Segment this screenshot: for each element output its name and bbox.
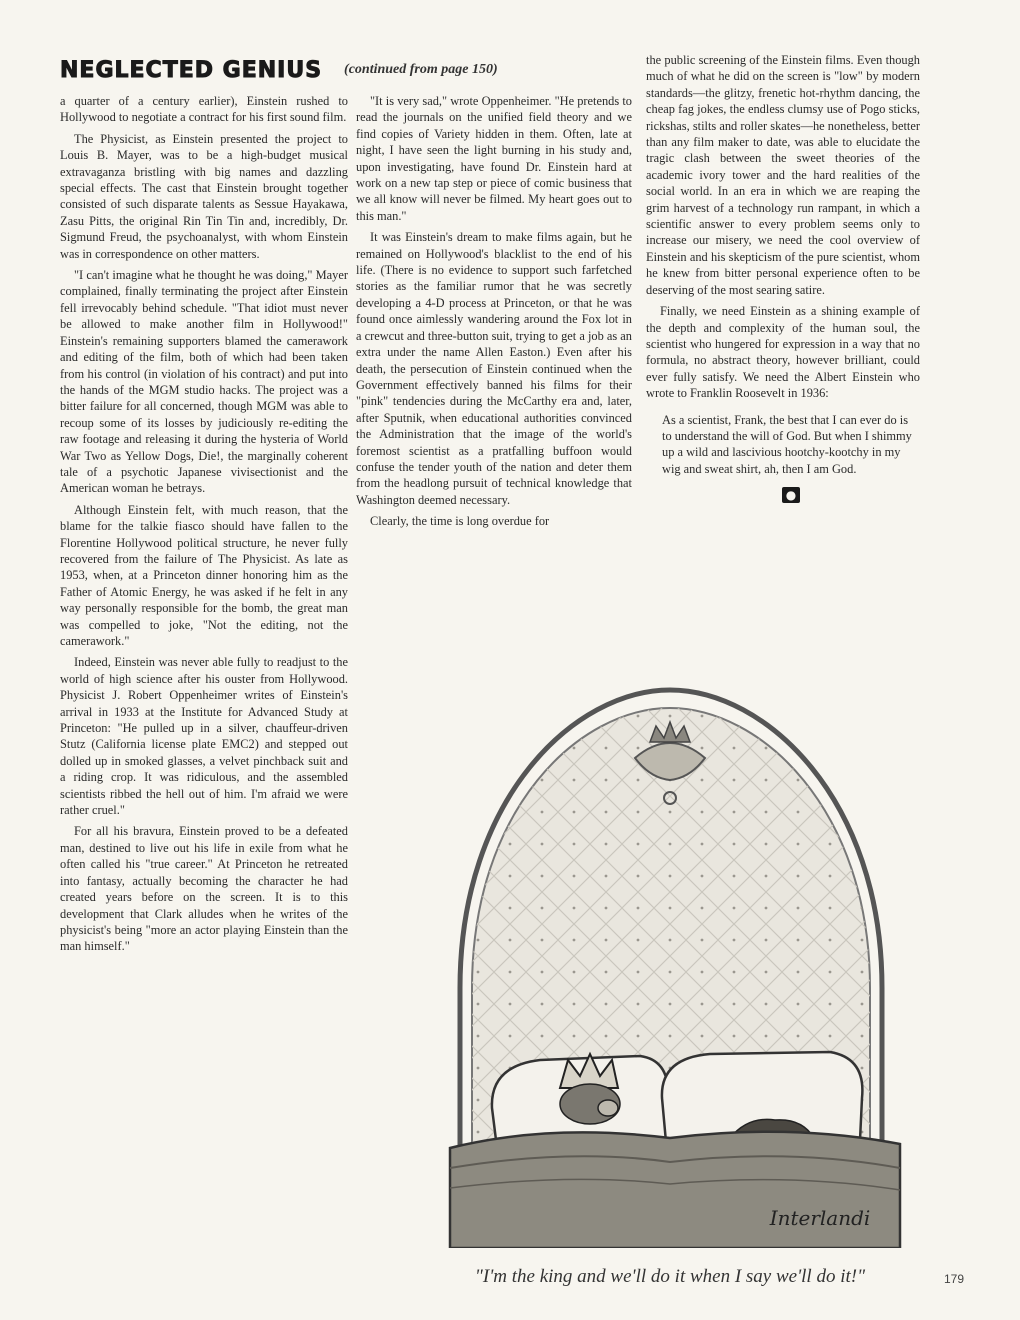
text-column-1 (60, 93, 348, 955)
paragraph: "It is very sad," wrote Oppenheimer. "He pretends to read the journals on the unified field theory and we find copies of Variety hidden in them. Often, late at night, I have seen the light burning in his study and, upon investigating, have found Dr. Einstein hard at work on a new tap step or piece of comic business that we all know will never be filmed. My heart goes out to this man." (356, 94, 632, 223)
paragraph: the public screening of the Einstein films. Even though much of what he did on the screen is "low" by modern standards—the glitzy, frenetic hot-rhythm dancing, the cheap fag jokes, the endless clumsy use of Pogo sticks, rickshas, stilts and roller skates—he nonetheless, better than any film maker to date, was able to elucidate the tragic clash between the sweet theories of the academic ivory tower and the hard realities of the social world. In an era in which we are reaping the grim harvest of a technology run rampant, in which a scientific answer to every problem seems only to increase our misery, we need the cool overview of Einstein and his skepticism of the pure scientist, whom he knew from bitter personal experience often to be deserving of the most searing satire. (646, 53, 920, 297)
article-header (60, 58, 640, 90)
artist-signature: Interlandi (769, 1206, 871, 1230)
bed-cartoon-drawing (430, 668, 910, 1248)
page-number: 179 (944, 1272, 965, 1286)
cartoon-illustration (430, 668, 910, 1248)
paragraph: The Physicist, as Einstein presented the project to Louis B. Mayer, was to be a high-budget musical extravaganza bristling with big names and dazzling special effects. The cast that Einstein brought together consisted of such disparate talents as Sessue Hayakawa, Zasu Pitts, the original Rin Tin Tin and, incredibly, Dr. Sigmund Freud, the psychoanalyst, with whom Einstein was in correspondence on other matters. (60, 131, 348, 261)
article-title: NEGLECTED GENIUS (60, 58, 323, 83)
paragraph: Clearly, the time is long overdue for (370, 514, 550, 529)
cartoon-caption: "I'm the king and we'll do it when I say we'll do it!" (474, 1266, 866, 1287)
text-column-2 (356, 93, 632, 530)
paragraph: "I can't imagine what he thought he was doing," Mayer complained, finally terminating the project after Einstein fell irrevocably behind schedule. "That idiot must never be allowed to make another film in Hollywood!" Einstein's remaining supporters blamed the camerawork and editing of the film, both of which had been taken from his control (in violation of his contract) and put into the hands of the MGM studio hacks. The project was a bitter failure for all concerned, though MGM was able to recoup some of its losses by judiciously re-editing the raw footage and releasing it during the hysteria of World War Two as Yellow Dogs, Die!, the marginally coherent tale of a psychotic Japanese vivisectionist and the American woman he betrays. (60, 268, 348, 496)
block-quote: As a scientist, Frank, the best that I can ever do is to understand the will of God. But when I shimmy up a wild and lascivious hootchy-kootchy in my wig and sweat shirt, ah, then I am God. (662, 412, 912, 476)
continued-note: (continued from page 150) (344, 62, 498, 77)
paragraph: It was Einstein's dream to make films again, but he remained on Hollywood's blacklist to the end of his life. (There is no evidence to support such farfetched stories as the familiar rumor that he was secretly developing a 4-D process at Princeton, or that he was found once aimlessly wandering around the Fox lot in a crewcut and three-button suit, trying to get a job as an extra under the name Allen Easton.) Even after his death, the persecution of Einstein continued when the Government effectively banned his films for their "pink" tendencies during the McCarthy era and, later, after Sputnik, when educational authorities convinced the Administration that the image of the world's foremost scientist as a pratfalling buffoon would confuse the tender youth of the nation and deter them from the headlong pursuit of technical knowledge that Washington deemed necessary. (356, 230, 632, 507)
paragraph: For all his bravura, Einstein proved to be a defeated man, destined to live out his life in exile from what he often called his "true career." At Princeton he retreated into fantasy, actually becoming the character he had created years before on the screen. It is to this development that Clark alludes when he writes of the physicist's being "more an actor playing Einstein than the man himself." (60, 824, 348, 954)
text-column-3 (646, 52, 920, 503)
paragraph: a quarter of a century earlier), Einstein rushed to Hollywood to negotiate a contract for his first sound film. (60, 94, 348, 125)
paragraph: Indeed, Einstein was never able fully to readjust to the world of high science after his ouster from Hollywood. Physicist J. Robert Oppenheimer writes of Einstein's arrival in 1933 at the Institute for Advanced Study at Princeton: "He pulled up in a silver, chauffeur-driven Stutz (California license plate EMC2) and stepped out dolled up in smoked glasses, a velvet pinchback suit and a riding crop. It was ridiculous, and the assembled scientists ribbed the hell out of him. I'm afraid we were rather cruel." (60, 655, 348, 818)
paragraph: Although Einstein felt, with much reason, that the blame for the talkie fiasco should have fallen to the Florentine Hollywood political structure, he never fully recovered from the failure of The Physicist. As late as 1953, when, at a Princeton dinner honoring him as the Father of Atomic Energy, he was asked if he felt in any way personally responsible for the bomb, the great man was compelled to joke, "Not the editing, not the camerawork." (60, 502, 348, 648)
rabbit-end-mark-icon: ● (782, 487, 800, 503)
paragraph: Finally, we need Einstein as a shining example of the depth and complexity of the human soul, the scientist who hungered for expression in a way that no formula, no abstract theory, however brilliant, could ever fully satisfy. We need the Albert Einstein who wrote to Franklin Roosevelt in 1936: (646, 304, 920, 401)
king-figure (560, 1054, 620, 1124)
